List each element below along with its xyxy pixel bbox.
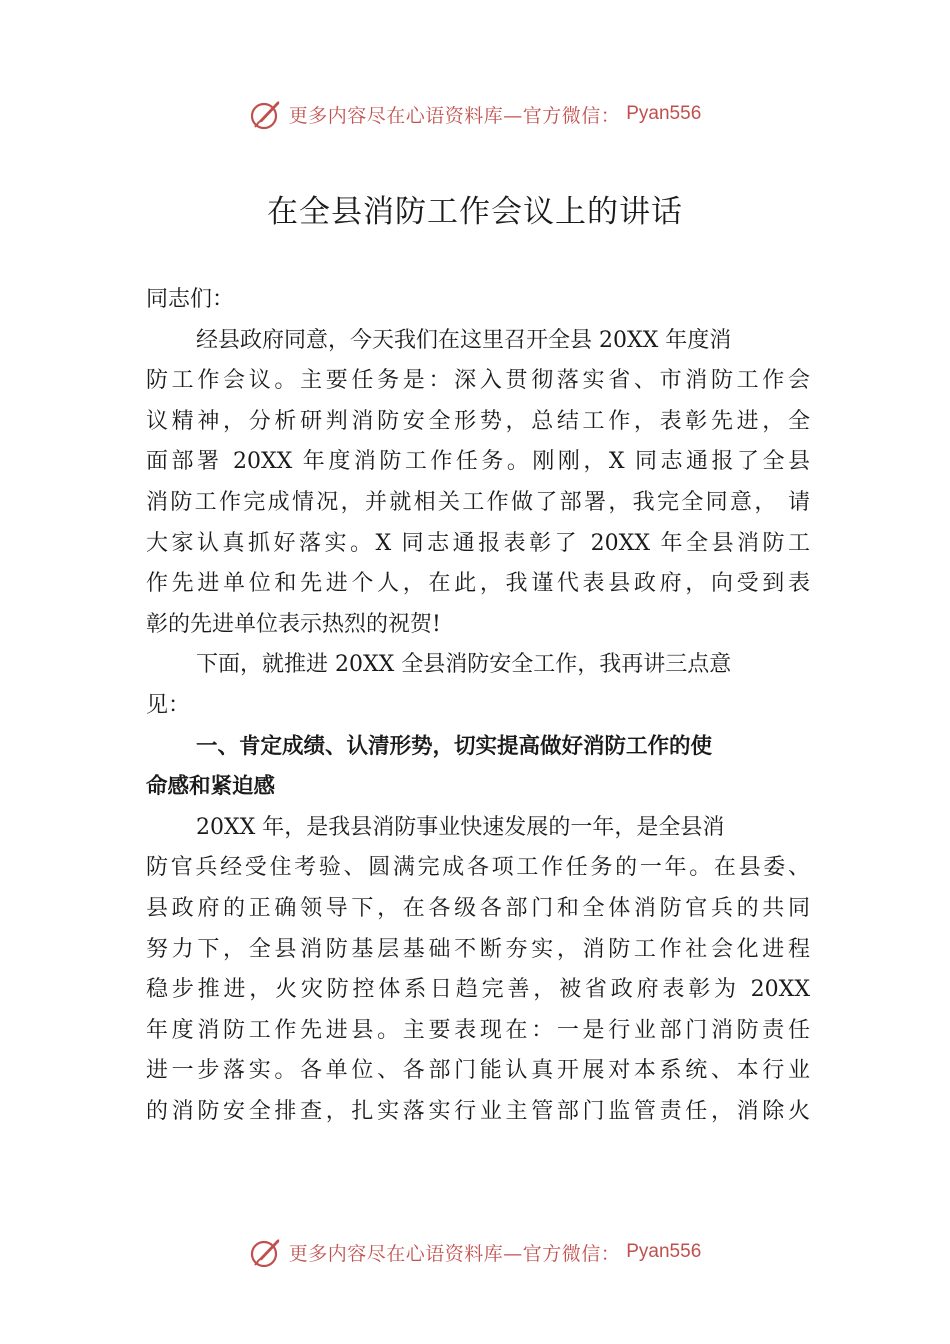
quill-logo-icon	[249, 97, 283, 131]
banner-text: 更多内容尽在心语资料库—官方微信：	[288, 104, 621, 127]
body-text-line: 下面，就推进 20XX 全县消防安全工作，我再讲三点意	[196, 652, 732, 678]
body-text-line: 作先进单位和先进个人，在此，我谨代表县政府，向受到表	[146, 571, 810, 597]
quill-logo-icon	[249, 1235, 283, 1269]
body-text-line: 同志们：	[146, 287, 235, 312]
body-text-line: 大家认真抓好落实。X 同志通报表彰了 20XX 年全县消防工	[146, 530, 810, 556]
body-text-line: 彰的先进单位表示热烈的祝贺!	[146, 611, 441, 637]
footer-banner	[0, 1232, 950, 1272]
wechat-id: Pyan556	[626, 103, 702, 124]
section-heading-line: 命感和紧迫感	[146, 774, 276, 800]
document-body	[146, 280, 810, 1132]
body-text-line: 防官兵经受住考验、圆满完成各项工作任务的一年。在县委、	[146, 855, 810, 881]
body-text-line: 努力下，全县消防基层基础不断夯实，消防工作社会化进程	[146, 936, 810, 962]
body-text-line: 县政府的正确领导下，在各级各部门和全体消防官兵的共同	[146, 895, 810, 921]
body-text-line: 稳步推进，火灾防控体系日趋完善，被省政府表彰为 20XX	[146, 977, 810, 1003]
body-text-line: 议精神，分析研判消防安全形势，总结工作，表彰先进，全	[146, 408, 810, 434]
document-title: 在全县消防工作会议上的讲话	[267, 194, 683, 230]
body-text-line: 消防工作完成情况，并就相关工作做了部署，我完全同意， 请	[146, 489, 810, 515]
body-text-line: 进一步落实。各单位、各部门能认真开展对本系统、本行业	[146, 1058, 810, 1084]
body-text-line: 防工作会议。主要任务是：深入贯彻落实省、市消防工作会	[146, 368, 810, 394]
banner-text: 更多内容尽在心语资料库—官方微信：	[288, 1242, 621, 1265]
body-text-line: 经县政府同意，今天我们在这里召开全县 20XX 年度消	[196, 327, 732, 353]
body-text-line: 的消防安全排查，扎实落实行业主管部门监管责任，消除火	[146, 1098, 810, 1124]
header-banner	[0, 94, 950, 134]
body-text-line: 面部署 20XX 年度消防工作任务。刚刚，X 同志通报了全县	[146, 449, 810, 475]
body-text-line: 年度消防工作先进县。主要表现在：一是行业部门消防责任	[146, 1017, 810, 1043]
wechat-id: Pyan556	[626, 1241, 702, 1262]
body-text-line: 20XX 年，是我县消防事业快速发展的一年，是全县消	[196, 814, 725, 840]
section-heading-line: 一、肯定成绩、认清形势，切实提高做好消防工作的使	[196, 733, 713, 759]
body-text-line: 见：	[146, 692, 191, 718]
